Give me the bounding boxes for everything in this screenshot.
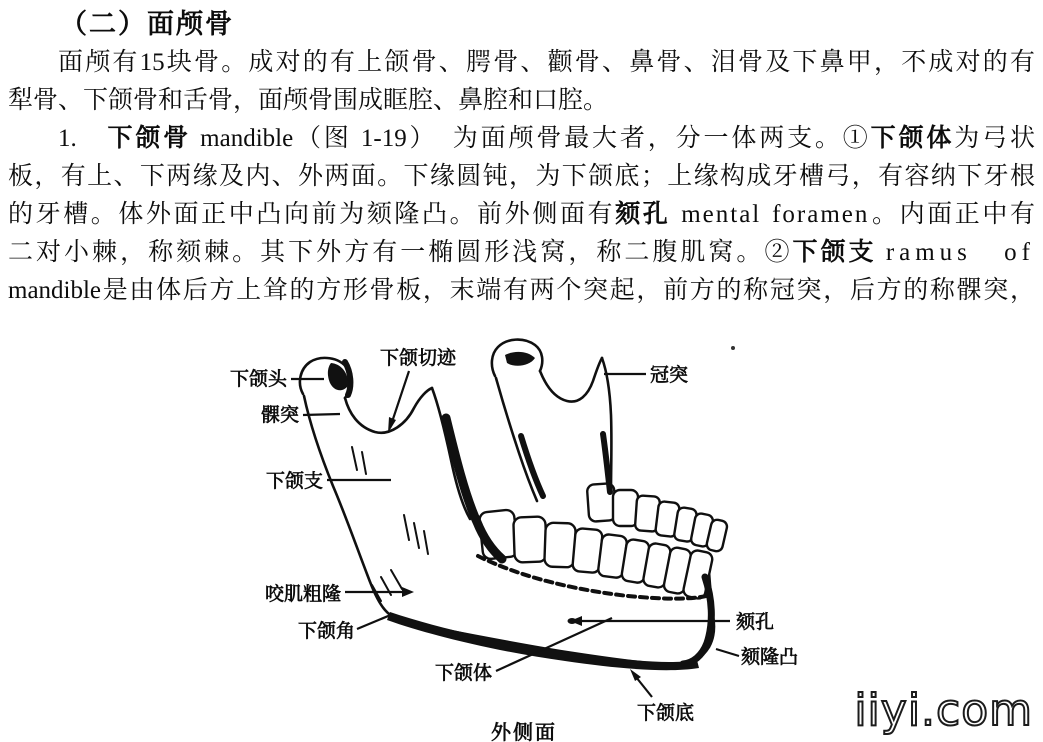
label-body: 下颌体 bbox=[434, 663, 492, 684]
label-mandibular-head: 下颌头 bbox=[229, 369, 287, 390]
label-ramus: 下颌支 bbox=[265, 471, 323, 492]
text-segment: 面颅有15块骨。成对的有上颌骨、腭骨、颧骨、鼻骨、泪骨及下鼻甲，不成对的有 bbox=[58, 49, 1035, 76]
text-segment: 为弓状 bbox=[954, 125, 1035, 152]
text-line bbox=[8, 158, 1035, 196]
figure-1-19 bbox=[0, 332, 1043, 742]
section-heading: （二）面颅骨 bbox=[60, 9, 234, 39]
watermark: iiyi.com bbox=[854, 685, 1033, 736]
body-text bbox=[8, 44, 1035, 310]
text-segment: mandible bbox=[8, 277, 102, 304]
label-mandibular-angle: 下颌角 bbox=[297, 621, 355, 642]
label-mental-protuberance: 颏隆凸 bbox=[741, 647, 799, 668]
text-segment: ramus of bbox=[885, 239, 1036, 266]
label-mental-foramen: 颏孔 bbox=[736, 612, 775, 633]
text-segment: 下颌骨 bbox=[107, 125, 192, 152]
text-segment: 颏孔 bbox=[615, 201, 671, 228]
text-segment: 下颌支 bbox=[792, 239, 877, 266]
text-segment: 下颌体 bbox=[870, 125, 955, 152]
text-segment: 的牙槽。体外面正中凸向前为颏隆凸。前外侧面有 bbox=[8, 201, 616, 228]
text-segment: mandible（图 1-19） 为面颅骨最大者，分一体两支。① bbox=[191, 125, 871, 152]
text-segment: 二对小棘，称颏棘。其下外方有一椭圆形浅窝，称二腹肌窝。② bbox=[8, 239, 793, 266]
text-segment: 犁骨、下颌骨和舌骨，面颅骨围成眶腔、鼻腔和口腔。 bbox=[8, 87, 609, 114]
text-segment: 板，有上、下两缘及内、外两面。下缘圆钝，为下颌底；上缘构成牙槽弓，有容纳下牙根 bbox=[8, 163, 1035, 190]
label-coronoid-process: 冠突 bbox=[650, 365, 689, 386]
text-line bbox=[8, 272, 1035, 310]
text-segment: mental foramen bbox=[670, 201, 870, 228]
text-segment: 。内面正中有 bbox=[869, 201, 1035, 228]
text-block bbox=[8, 4, 1035, 310]
mandible-drawing bbox=[0, 332, 1043, 742]
text-line bbox=[8, 82, 1035, 120]
far-ramus-posterior-border bbox=[496, 378, 537, 501]
label-condylar-process: 髁突 bbox=[260, 405, 299, 426]
print-speck bbox=[731, 346, 735, 350]
label-mandibular-notch: 下颌切迹 bbox=[380, 348, 457, 369]
label-masseteric-tuberosity: 咬肌粗隆 bbox=[264, 584, 341, 605]
text-line bbox=[8, 44, 1035, 82]
label-base: 下颌底 bbox=[637, 703, 695, 724]
text-segment: 1. bbox=[58, 125, 108, 152]
text-segment: 是由体后方上耸的方形骨板，末端有两个突起，前方的称冠突，后方的称髁突， bbox=[101, 277, 1035, 304]
text-segment bbox=[877, 239, 886, 266]
text-line bbox=[8, 120, 1035, 158]
far-notch-and-coronoid bbox=[540, 358, 602, 402]
figure-caption: 外侧面 bbox=[491, 722, 557, 742]
text-line bbox=[8, 234, 1035, 272]
text-line bbox=[8, 196, 1035, 234]
